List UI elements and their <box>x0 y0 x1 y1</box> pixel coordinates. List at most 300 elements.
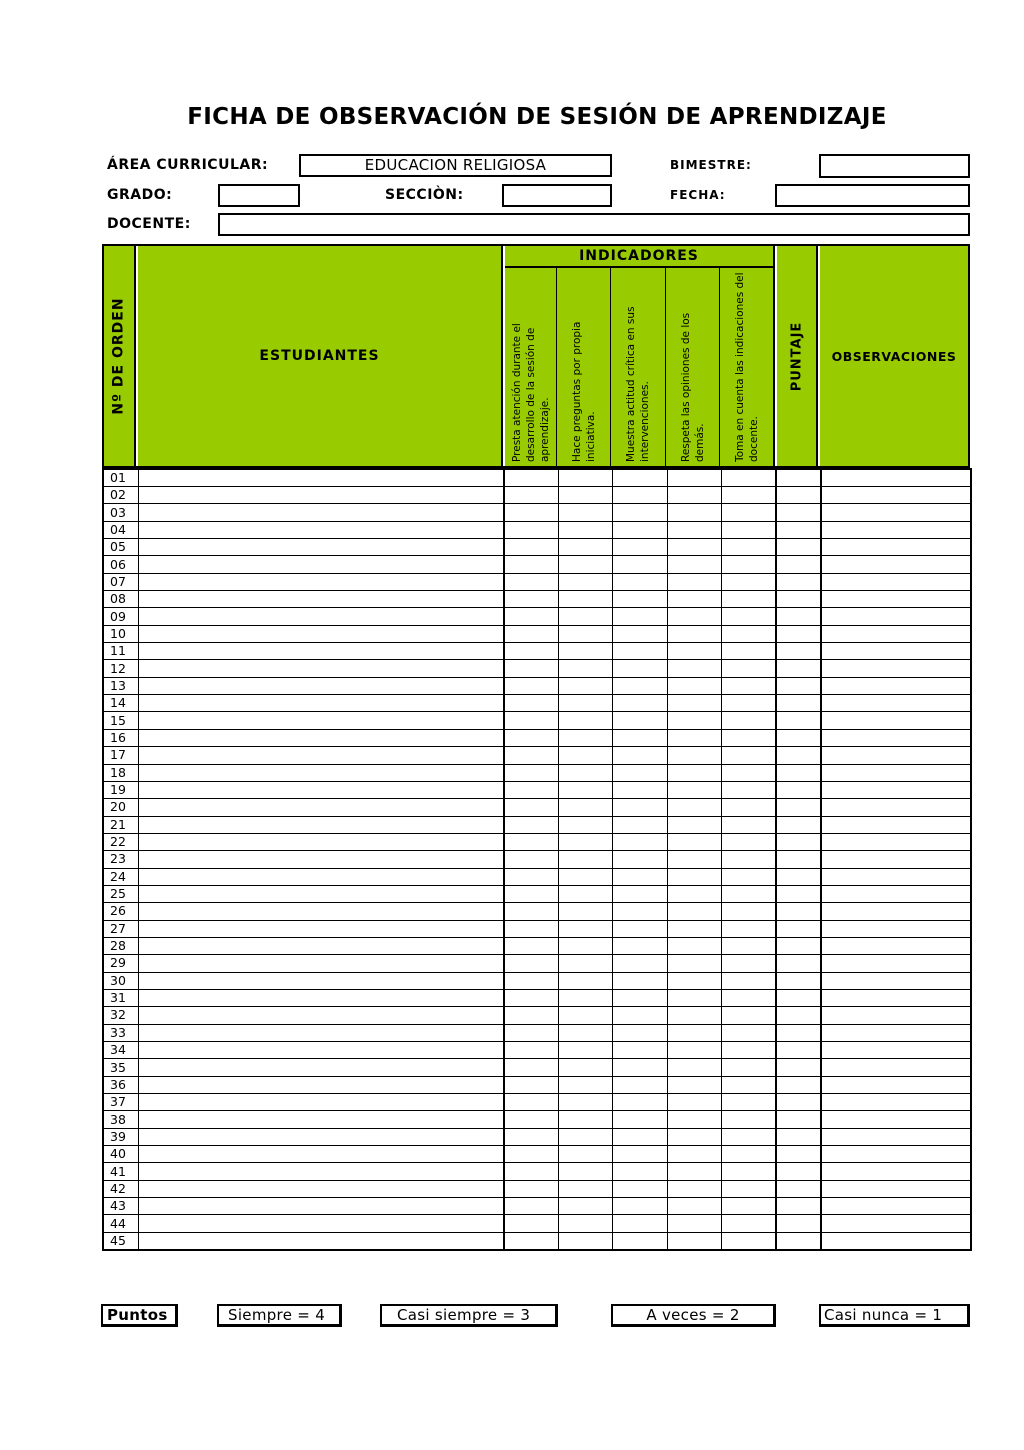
observaciones-cell[interactable] <box>821 521 971 538</box>
indicator-5-cell[interactable] <box>721 920 776 937</box>
indicator-2-cell[interactable] <box>558 521 612 538</box>
indicator-5-cell[interactable] <box>721 989 776 1006</box>
indicator-5-cell[interactable] <box>721 487 776 504</box>
indicator-3-cell[interactable] <box>612 1042 667 1059</box>
indicator-2-cell[interactable] <box>558 955 612 972</box>
puntaje-cell[interactable] <box>776 1007 821 1024</box>
fecha-field[interactable] <box>775 184 970 207</box>
indicator-3-cell[interactable] <box>612 643 667 660</box>
indicator-5-cell[interactable] <box>721 660 776 677</box>
student-name-cell[interactable] <box>138 955 504 972</box>
indicator-1-cell[interactable] <box>504 591 558 608</box>
indicator-5-cell[interactable] <box>721 625 776 642</box>
student-name-cell[interactable] <box>138 868 504 885</box>
indicator-2-cell[interactable] <box>558 677 612 694</box>
puntaje-cell[interactable] <box>776 591 821 608</box>
observaciones-cell[interactable] <box>821 1163 971 1180</box>
indicator-1-cell[interactable] <box>504 764 558 781</box>
observaciones-cell[interactable] <box>821 1128 971 1145</box>
indicator-2-cell[interactable] <box>558 487 612 504</box>
indicator-3-cell[interactable] <box>612 521 667 538</box>
indicator-4-cell[interactable] <box>667 625 721 642</box>
observaciones-cell[interactable] <box>821 1007 971 1024</box>
puntaje-cell[interactable] <box>776 989 821 1006</box>
seccion-field[interactable] <box>502 184 612 207</box>
indicator-5-cell[interactable] <box>721 1198 776 1215</box>
indicator-3-cell[interactable] <box>612 677 667 694</box>
puntaje-cell[interactable] <box>776 469 821 487</box>
student-name-cell[interactable] <box>138 1042 504 1059</box>
indicator-2-cell[interactable] <box>558 539 612 556</box>
student-name-cell[interactable] <box>138 833 504 850</box>
indicator-2-cell[interactable] <box>558 1180 612 1197</box>
indicator-3-cell[interactable] <box>612 660 667 677</box>
indicator-3-cell[interactable] <box>612 920 667 937</box>
indicator-5-cell[interactable] <box>721 781 776 798</box>
indicator-4-cell[interactable] <box>667 903 721 920</box>
indicator-3-cell[interactable] <box>612 1111 667 1128</box>
indicator-4-cell[interactable] <box>667 1128 721 1145</box>
observaciones-cell[interactable] <box>821 1059 971 1076</box>
indicator-1-cell[interactable] <box>504 660 558 677</box>
observaciones-cell[interactable] <box>821 955 971 972</box>
indicator-4-cell[interactable] <box>667 816 721 833</box>
indicator-3-cell[interactable] <box>612 937 667 954</box>
indicator-2-cell[interactable] <box>558 799 612 816</box>
indicator-1-cell[interactable] <box>504 469 558 487</box>
area-field[interactable]: EDUCACION RELIGIOSA <box>299 154 612 177</box>
indicator-5-cell[interactable] <box>721 573 776 590</box>
indicator-2-cell[interactable] <box>558 1215 612 1232</box>
indicator-5-cell[interactable] <box>721 1094 776 1111</box>
indicator-4-cell[interactable] <box>667 539 721 556</box>
indicator-5-cell[interactable] <box>721 1163 776 1180</box>
observaciones-cell[interactable] <box>821 1111 971 1128</box>
indicator-4-cell[interactable] <box>667 487 721 504</box>
student-name-cell[interactable] <box>138 521 504 538</box>
indicator-2-cell[interactable] <box>558 833 612 850</box>
indicator-3-cell[interactable] <box>612 1128 667 1145</box>
indicator-1-cell[interactable] <box>504 1198 558 1215</box>
indicator-5-cell[interactable] <box>721 1128 776 1145</box>
puntaje-cell[interactable] <box>776 1059 821 1076</box>
indicator-4-cell[interactable] <box>667 920 721 937</box>
indicator-4-cell[interactable] <box>667 677 721 694</box>
puntaje-cell[interactable] <box>776 643 821 660</box>
puntaje-cell[interactable] <box>776 1094 821 1111</box>
indicator-3-cell[interactable] <box>612 781 667 798</box>
indicator-2-cell[interactable] <box>558 764 612 781</box>
indicator-4-cell[interactable] <box>667 851 721 868</box>
indicator-3-cell[interactable] <box>612 1076 667 1093</box>
observaciones-cell[interactable] <box>821 504 971 521</box>
indicator-3-cell[interactable] <box>612 972 667 989</box>
indicator-3-cell[interactable] <box>612 851 667 868</box>
indicator-4-cell[interactable] <box>667 1232 721 1250</box>
indicator-3-cell[interactable] <box>612 712 667 729</box>
observaciones-cell[interactable] <box>821 660 971 677</box>
puntaje-cell[interactable] <box>776 955 821 972</box>
student-name-cell[interactable] <box>138 1059 504 1076</box>
indicator-2-cell[interactable] <box>558 1146 612 1163</box>
indicator-4-cell[interactable] <box>667 1042 721 1059</box>
indicator-3-cell[interactable] <box>612 573 667 590</box>
indicator-5-cell[interactable] <box>721 903 776 920</box>
indicator-4-cell[interactable] <box>667 504 721 521</box>
indicator-5-cell[interactable] <box>721 729 776 746</box>
puntaje-cell[interactable] <box>776 903 821 920</box>
indicator-1-cell[interactable] <box>504 1146 558 1163</box>
indicator-3-cell[interactable] <box>612 487 667 504</box>
observaciones-cell[interactable] <box>821 972 971 989</box>
indicator-1-cell[interactable] <box>504 677 558 694</box>
indicator-3-cell[interactable] <box>612 1007 667 1024</box>
indicator-2-cell[interactable] <box>558 747 612 764</box>
indicator-2-cell[interactable] <box>558 504 612 521</box>
indicator-4-cell[interactable] <box>667 643 721 660</box>
indicator-4-cell[interactable] <box>667 556 721 573</box>
observaciones-cell[interactable] <box>821 747 971 764</box>
puntaje-cell[interactable] <box>776 885 821 902</box>
indicator-2-cell[interactable] <box>558 903 612 920</box>
puntaje-cell[interactable] <box>776 833 821 850</box>
student-name-cell[interactable] <box>138 1128 504 1145</box>
indicator-1-cell[interactable] <box>504 747 558 764</box>
indicator-1-cell[interactable] <box>504 1215 558 1232</box>
indicator-1-cell[interactable] <box>504 1232 558 1250</box>
indicator-2-cell[interactable] <box>558 712 612 729</box>
puntaje-cell[interactable] <box>776 660 821 677</box>
indicator-1-cell[interactable] <box>504 1024 558 1041</box>
indicator-1-cell[interactable] <box>504 955 558 972</box>
indicator-3-cell[interactable] <box>612 885 667 902</box>
indicator-4-cell[interactable] <box>667 1215 721 1232</box>
indicator-1-cell[interactable] <box>504 1111 558 1128</box>
indicator-3-cell[interactable] <box>612 625 667 642</box>
student-name-cell[interactable] <box>138 1007 504 1024</box>
indicator-5-cell[interactable] <box>721 1024 776 1041</box>
indicator-2-cell[interactable] <box>558 937 612 954</box>
student-name-cell[interactable] <box>138 1163 504 1180</box>
indicator-2-cell[interactable] <box>558 469 612 487</box>
observaciones-cell[interactable] <box>821 1146 971 1163</box>
indicator-3-cell[interactable] <box>612 695 667 712</box>
indicator-3-cell[interactable] <box>612 833 667 850</box>
puntaje-cell[interactable] <box>776 1146 821 1163</box>
student-name-cell[interactable] <box>138 695 504 712</box>
student-name-cell[interactable] <box>138 972 504 989</box>
indicator-2-cell[interactable] <box>558 1076 612 1093</box>
puntaje-cell[interactable] <box>776 556 821 573</box>
indicator-1-cell[interactable] <box>504 816 558 833</box>
observaciones-cell[interactable] <box>821 989 971 1006</box>
observaciones-cell[interactable] <box>821 487 971 504</box>
indicator-1-cell[interactable] <box>504 1059 558 1076</box>
puntaje-cell[interactable] <box>776 712 821 729</box>
puntaje-cell[interactable] <box>776 504 821 521</box>
puntaje-cell[interactable] <box>776 1076 821 1093</box>
student-name-cell[interactable] <box>138 1076 504 1093</box>
indicator-1-cell[interactable] <box>504 868 558 885</box>
indicator-2-cell[interactable] <box>558 556 612 573</box>
indicator-4-cell[interactable] <box>667 591 721 608</box>
indicator-4-cell[interactable] <box>667 764 721 781</box>
puntaje-cell[interactable] <box>776 1042 821 1059</box>
observaciones-cell[interactable] <box>821 1215 971 1232</box>
indicator-2-cell[interactable] <box>558 660 612 677</box>
student-name-cell[interactable] <box>138 677 504 694</box>
indicator-4-cell[interactable] <box>667 1163 721 1180</box>
indicator-5-cell[interactable] <box>721 539 776 556</box>
indicator-5-cell[interactable] <box>721 1111 776 1128</box>
indicator-5-cell[interactable] <box>721 677 776 694</box>
indicator-4-cell[interactable] <box>667 885 721 902</box>
puntaje-cell[interactable] <box>776 1180 821 1197</box>
indicator-2-cell[interactable] <box>558 1059 612 1076</box>
indicator-4-cell[interactable] <box>667 868 721 885</box>
indicator-5-cell[interactable] <box>721 695 776 712</box>
indicator-3-cell[interactable] <box>612 1163 667 1180</box>
indicator-4-cell[interactable] <box>667 937 721 954</box>
indicator-4-cell[interactable] <box>667 955 721 972</box>
indicator-3-cell[interactable] <box>612 1232 667 1250</box>
student-name-cell[interactable] <box>138 573 504 590</box>
indicator-2-cell[interactable] <box>558 920 612 937</box>
puntaje-cell[interactable] <box>776 747 821 764</box>
indicator-4-cell[interactable] <box>667 573 721 590</box>
indicator-2-cell[interactable] <box>558 1198 612 1215</box>
puntaje-cell[interactable] <box>776 695 821 712</box>
student-name-cell[interactable] <box>138 660 504 677</box>
observaciones-cell[interactable] <box>821 1042 971 1059</box>
indicator-5-cell[interactable] <box>721 1180 776 1197</box>
indicator-3-cell[interactable] <box>612 868 667 885</box>
puntaje-cell[interactable] <box>776 573 821 590</box>
indicator-1-cell[interactable] <box>504 729 558 746</box>
indicator-5-cell[interactable] <box>721 608 776 625</box>
student-name-cell[interactable] <box>138 1198 504 1215</box>
indicator-5-cell[interactable] <box>721 764 776 781</box>
indicator-3-cell[interactable] <box>612 903 667 920</box>
indicator-5-cell[interactable] <box>721 868 776 885</box>
observaciones-cell[interactable] <box>821 764 971 781</box>
indicator-2-cell[interactable] <box>558 591 612 608</box>
indicator-3-cell[interactable] <box>612 729 667 746</box>
student-name-cell[interactable] <box>138 504 504 521</box>
indicator-5-cell[interactable] <box>721 591 776 608</box>
indicator-3-cell[interactable] <box>612 1215 667 1232</box>
indicator-2-cell[interactable] <box>558 1232 612 1250</box>
puntaje-cell[interactable] <box>776 521 821 538</box>
observaciones-cell[interactable] <box>821 608 971 625</box>
student-name-cell[interactable] <box>138 937 504 954</box>
indicator-2-cell[interactable] <box>558 573 612 590</box>
indicator-3-cell[interactable] <box>612 1059 667 1076</box>
observaciones-cell[interactable] <box>821 1076 971 1093</box>
indicator-5-cell[interactable] <box>721 1042 776 1059</box>
indicator-4-cell[interactable] <box>667 469 721 487</box>
indicator-3-cell[interactable] <box>612 608 667 625</box>
indicator-4-cell[interactable] <box>667 521 721 538</box>
observaciones-cell[interactable] <box>821 781 971 798</box>
observaciones-cell[interactable] <box>821 1232 971 1250</box>
indicator-1-cell[interactable] <box>504 487 558 504</box>
indicator-1-cell[interactable] <box>504 1007 558 1024</box>
student-name-cell[interactable] <box>138 920 504 937</box>
indicator-2-cell[interactable] <box>558 816 612 833</box>
indicator-1-cell[interactable] <box>504 573 558 590</box>
indicator-1-cell[interactable] <box>504 1042 558 1059</box>
indicator-3-cell[interactable] <box>612 1024 667 1041</box>
observaciones-cell[interactable] <box>821 625 971 642</box>
indicator-3-cell[interactable] <box>612 816 667 833</box>
docente-field[interactable] <box>218 213 970 236</box>
indicator-2-cell[interactable] <box>558 1094 612 1111</box>
indicator-2-cell[interactable] <box>558 1042 612 1059</box>
student-name-cell[interactable] <box>138 1111 504 1128</box>
observaciones-cell[interactable] <box>821 816 971 833</box>
indicator-1-cell[interactable] <box>504 625 558 642</box>
indicator-1-cell[interactable] <box>504 972 558 989</box>
student-name-cell[interactable] <box>138 903 504 920</box>
indicator-4-cell[interactable] <box>667 833 721 850</box>
puntaje-cell[interactable] <box>776 677 821 694</box>
indicator-2-cell[interactable] <box>558 643 612 660</box>
puntaje-cell[interactable] <box>776 625 821 642</box>
indicator-2-cell[interactable] <box>558 1007 612 1024</box>
student-name-cell[interactable] <box>138 885 504 902</box>
indicator-4-cell[interactable] <box>667 1180 721 1197</box>
indicator-3-cell[interactable] <box>612 539 667 556</box>
indicator-5-cell[interactable] <box>721 521 776 538</box>
indicator-2-cell[interactable] <box>558 1163 612 1180</box>
puntaje-cell[interactable] <box>776 851 821 868</box>
indicator-1-cell[interactable] <box>504 1094 558 1111</box>
student-name-cell[interactable] <box>138 1232 504 1250</box>
observaciones-cell[interactable] <box>821 712 971 729</box>
indicator-1-cell[interactable] <box>504 712 558 729</box>
indicator-2-cell[interactable] <box>558 868 612 885</box>
observaciones-cell[interactable] <box>821 1024 971 1041</box>
indicator-1-cell[interactable] <box>504 989 558 1006</box>
indicator-1-cell[interactable] <box>504 833 558 850</box>
indicator-3-cell[interactable] <box>612 955 667 972</box>
indicator-1-cell[interactable] <box>504 695 558 712</box>
observaciones-cell[interactable] <box>821 539 971 556</box>
indicator-3-cell[interactable] <box>612 799 667 816</box>
indicator-2-cell[interactable] <box>558 885 612 902</box>
indicator-1-cell[interactable] <box>504 556 558 573</box>
puntaje-cell[interactable] <box>776 1111 821 1128</box>
puntaje-cell[interactable] <box>776 1215 821 1232</box>
indicator-3-cell[interactable] <box>612 764 667 781</box>
indicator-3-cell[interactable] <box>612 1198 667 1215</box>
indicator-5-cell[interactable] <box>721 937 776 954</box>
bimestre-field[interactable] <box>819 154 970 178</box>
observaciones-cell[interactable] <box>821 677 971 694</box>
observaciones-cell[interactable] <box>821 868 971 885</box>
indicator-5-cell[interactable] <box>721 955 776 972</box>
indicator-4-cell[interactable] <box>667 1007 721 1024</box>
indicator-4-cell[interactable] <box>667 712 721 729</box>
puntaje-cell[interactable] <box>776 868 821 885</box>
indicator-3-cell[interactable] <box>612 1094 667 1111</box>
indicator-4-cell[interactable] <box>667 608 721 625</box>
indicator-5-cell[interactable] <box>721 747 776 764</box>
indicator-2-cell[interactable] <box>558 972 612 989</box>
student-name-cell[interactable] <box>138 556 504 573</box>
observaciones-cell[interactable] <box>821 729 971 746</box>
puntaje-cell[interactable] <box>776 487 821 504</box>
student-name-cell[interactable] <box>138 729 504 746</box>
indicator-1-cell[interactable] <box>504 885 558 902</box>
student-name-cell[interactable] <box>138 1180 504 1197</box>
indicator-1-cell[interactable] <box>504 799 558 816</box>
indicator-4-cell[interactable] <box>667 660 721 677</box>
indicator-5-cell[interactable] <box>721 851 776 868</box>
indicator-2-cell[interactable] <box>558 851 612 868</box>
indicator-5-cell[interactable] <box>721 504 776 521</box>
puntaje-cell[interactable] <box>776 764 821 781</box>
student-name-cell[interactable] <box>138 608 504 625</box>
indicator-2-cell[interactable] <box>558 1024 612 1041</box>
indicator-1-cell[interactable] <box>504 1180 558 1197</box>
indicator-2-cell[interactable] <box>558 1128 612 1145</box>
puntaje-cell[interactable] <box>776 781 821 798</box>
student-name-cell[interactable] <box>138 469 504 487</box>
indicator-1-cell[interactable] <box>504 504 558 521</box>
puntaje-cell[interactable] <box>776 972 821 989</box>
indicator-4-cell[interactable] <box>667 1146 721 1163</box>
indicator-2-cell[interactable] <box>558 1111 612 1128</box>
observaciones-cell[interactable] <box>821 591 971 608</box>
puntaje-cell[interactable] <box>776 1128 821 1145</box>
indicator-2-cell[interactable] <box>558 729 612 746</box>
student-name-cell[interactable] <box>138 712 504 729</box>
observaciones-cell[interactable] <box>821 1198 971 1215</box>
indicator-2-cell[interactable] <box>558 695 612 712</box>
student-name-cell[interactable] <box>138 487 504 504</box>
student-name-cell[interactable] <box>138 851 504 868</box>
indicator-3-cell[interactable] <box>612 1146 667 1163</box>
indicator-5-cell[interactable] <box>721 1232 776 1250</box>
observaciones-cell[interactable] <box>821 937 971 954</box>
puntaje-cell[interactable] <box>776 1232 821 1250</box>
puntaje-cell[interactable] <box>776 608 821 625</box>
indicator-5-cell[interactable] <box>721 1059 776 1076</box>
indicator-5-cell[interactable] <box>721 972 776 989</box>
indicator-1-cell[interactable] <box>504 643 558 660</box>
indicator-4-cell[interactable] <box>667 1076 721 1093</box>
indicator-5-cell[interactable] <box>721 833 776 850</box>
student-name-cell[interactable] <box>138 816 504 833</box>
indicator-5-cell[interactable] <box>721 799 776 816</box>
indicator-5-cell[interactable] <box>721 712 776 729</box>
puntaje-cell[interactable] <box>776 539 821 556</box>
student-name-cell[interactable] <box>138 1146 504 1163</box>
indicator-1-cell[interactable] <box>504 937 558 954</box>
indicator-1-cell[interactable] <box>504 608 558 625</box>
indicator-4-cell[interactable] <box>667 729 721 746</box>
indicator-4-cell[interactable] <box>667 799 721 816</box>
indicator-3-cell[interactable] <box>612 504 667 521</box>
indicator-1-cell[interactable] <box>504 920 558 937</box>
indicator-4-cell[interactable] <box>667 1024 721 1041</box>
indicator-2-cell[interactable] <box>558 625 612 642</box>
puntaje-cell[interactable] <box>776 1024 821 1041</box>
student-name-cell[interactable] <box>138 1215 504 1232</box>
puntaje-cell[interactable] <box>776 1198 821 1215</box>
